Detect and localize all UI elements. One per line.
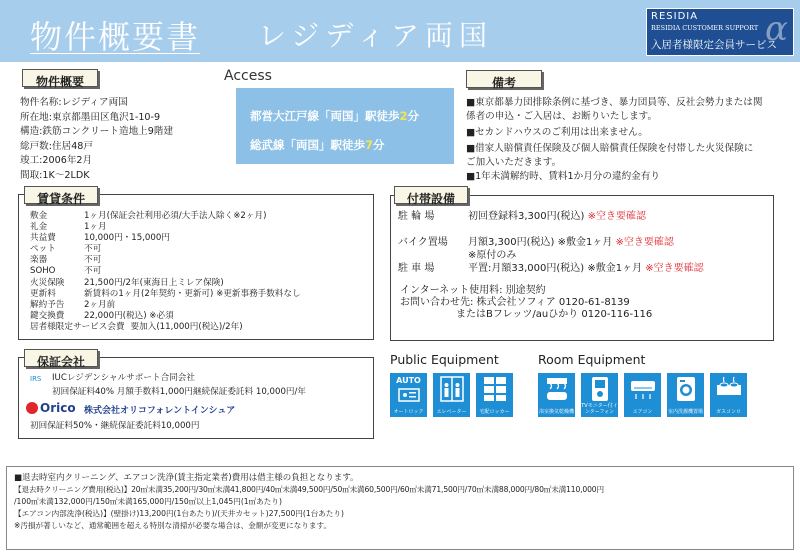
air-conditioner-icon bbox=[624, 373, 661, 417]
rental-value: 1ヶ月 bbox=[84, 222, 107, 233]
tv-intercom-icon bbox=[581, 373, 618, 417]
rental-key: 鍵交換費 bbox=[30, 310, 65, 321]
rental-key: ペット bbox=[30, 244, 56, 255]
brand-service-text: 入居者様限定会員サービス bbox=[651, 39, 777, 51]
internet-contact-alt: またはBフレッツ/auひかり 0120-116-116 bbox=[456, 309, 653, 320]
internet-contact: お問い合わせ先: 株式会社ソフィア 0120-61-8139 bbox=[400, 297, 630, 308]
rental-key: 居者様限定サービス会費 bbox=[30, 321, 125, 332]
overview-line: 間取:1K～2LDK bbox=[20, 169, 90, 181]
equipment-caption: オートロック bbox=[393, 409, 424, 415]
availability-note: ※空き要確認 bbox=[587, 211, 647, 222]
access-line-oedo bbox=[250, 108, 419, 124]
rental-value: 1ヶ月(保証会社利用必須/大手法人除く※2ヶ月) bbox=[84, 211, 267, 221]
elevator-icon bbox=[433, 373, 470, 417]
availability-note: ※空き要確認 bbox=[615, 237, 674, 248]
rental-value: 10,000円・15,000円 bbox=[84, 233, 170, 244]
rental-key: 敷金 bbox=[30, 211, 48, 221]
overview-label: 物件概要 bbox=[22, 69, 98, 87]
rental-key: 解約予告 bbox=[30, 299, 65, 310]
facility-parking-row bbox=[398, 262, 704, 275]
rental-key: 楽器 bbox=[30, 255, 48, 266]
orico-terms: 初回保証料50%・継続保証委託料10,000円 bbox=[30, 421, 200, 431]
facility-value: 平置:月額33,000円(税込) ※敷金1ヶ月 bbox=[468, 263, 643, 274]
equipment-caption: 室内洗濯機置場 bbox=[667, 409, 703, 415]
notes-label: 備考 bbox=[466, 70, 542, 88]
rental-key: SOHO bbox=[30, 266, 56, 277]
facility-key: 駐 車 場 bbox=[398, 263, 435, 274]
brand-name: RESIDIA bbox=[651, 11, 699, 22]
property-name-title: レジディア両国 bbox=[258, 19, 494, 52]
overview-line: 総戸数:住居48戸 bbox=[20, 140, 94, 152]
notes-list bbox=[466, 96, 763, 184]
guarantee-label: 保証会社 bbox=[24, 349, 98, 367]
notes-line: 係者の申込・ご入居は、お断りいたします。 bbox=[466, 111, 658, 122]
facilities-label: 付帯設備 bbox=[394, 186, 468, 204]
equipment-caption: ガスコンロ bbox=[715, 409, 741, 415]
equipment-caption: TVモニター付インターフォン bbox=[581, 403, 618, 415]
footer-line: 【退去時クリーニング費用(税込)】20㎡未満35,200円/30㎡未満41,800円/40㎡未満49,500円/50㎡未満60,500円/60㎡未満71,500円/70㎡未満88,000円/80㎡未満110,000円 bbox=[14, 485, 604, 494]
rental-value: 22,000円(税込) ※必須 bbox=[84, 310, 174, 321]
equipment-caption: エレベーター bbox=[436, 409, 467, 415]
rental-value: 21,500円/2年(東海日上ミレア保険) bbox=[84, 277, 224, 288]
overview-line: 竣工:2006年2月 bbox=[20, 155, 93, 166]
notes-line: ■1年未満解約時、賃料1か月分の違約金有り bbox=[466, 171, 660, 182]
facility-key: バイク置場 bbox=[398, 237, 448, 248]
notes-line: ご加入いただきます。 bbox=[466, 157, 562, 168]
bathroom-dryer-icon bbox=[538, 373, 575, 417]
brand-subtitle: RESIDIA CUSTOMER SUPPORT bbox=[651, 24, 759, 32]
iuc-logo: IRS bbox=[30, 375, 42, 383]
orico-company-name: 株式会社オリコフォレントインシュア bbox=[84, 406, 236, 416]
internet-fee: インターネット使用料: 別途契約 bbox=[400, 285, 546, 296]
facility-motorbike-row bbox=[398, 236, 674, 249]
rental-value: 不可 bbox=[84, 244, 102, 255]
overview-line: 構造:鉄筋コンクリート造地上9階建 bbox=[20, 126, 174, 137]
delivery-locker-icon bbox=[476, 373, 513, 417]
orico-logo-text: Orico bbox=[40, 401, 76, 415]
room-equipment-title: Room Equipment bbox=[538, 352, 646, 367]
access-box bbox=[236, 88, 454, 164]
rental-key: 礼金 bbox=[30, 222, 48, 233]
washer-space-icon bbox=[667, 373, 704, 417]
facility-value: 月額3,300円(税込) ※敷金1ヶ月 bbox=[468, 237, 613, 248]
notes-line: ■東京都暴力団排除条例に基づき、暴力団員等、反社会勢力または関 bbox=[466, 97, 763, 108]
access-oedo-minutes: 2 bbox=[399, 109, 408, 123]
footer-notes bbox=[14, 472, 604, 532]
rental-terms-table bbox=[30, 210, 301, 332]
access-oedo-text: 都営大江戸線「両国」駅徒歩 bbox=[250, 109, 400, 123]
availability-note: ※空き要確認 bbox=[645, 263, 704, 274]
rental-value: 2ヶ月前 bbox=[84, 299, 116, 310]
residia-brand-logo bbox=[646, 8, 794, 56]
overview-line: 物件名称:レジディア両国 bbox=[20, 97, 128, 108]
auto-lock-label: AUTO bbox=[396, 376, 421, 385]
facility-motorbike-sub: ※原付のみ bbox=[468, 250, 517, 261]
facility-value: 初回登録料3,300円(税込) bbox=[468, 211, 585, 222]
gas-stove-icon bbox=[710, 373, 747, 417]
equipment-caption: 浴室換気乾燥機 bbox=[538, 409, 574, 415]
access-title: Access bbox=[224, 68, 272, 84]
orico-logo-mark bbox=[26, 402, 38, 414]
footer-line: /100㎡未満132,000円/150㎡未満165,000円/150㎡以上1,045円(1㎡あたり) bbox=[14, 497, 282, 506]
access-sobu-unit: 分 bbox=[373, 138, 385, 152]
rental-terms-label: 賃貸条件 bbox=[24, 186, 98, 204]
rental-value: 不可 bbox=[84, 266, 102, 277]
equipment-caption: 宅配ロッカー bbox=[479, 409, 510, 415]
rental-value: 新賃料の1ヶ月(2年契約・更新可) ※更新事務手数料なし bbox=[84, 288, 301, 299]
document-title: 物件概要書 bbox=[30, 18, 201, 56]
brand-alpha-mark: α bbox=[765, 9, 788, 49]
public-equipment-title: Public Equipment bbox=[390, 352, 499, 367]
rental-value: 不可 bbox=[84, 255, 102, 266]
overview-line: 所在地:東京都墨田区亀沢1-10-9 bbox=[20, 111, 161, 123]
equipment-caption: エアコン bbox=[632, 409, 653, 415]
facility-key: 駐 輪 場 bbox=[398, 211, 435, 222]
access-line-sobu bbox=[250, 137, 385, 153]
iuc-terms: 初回保証料40% 月額手数料1,000円継続保証委託料 10,000円/年 bbox=[52, 387, 307, 397]
access-oedo-unit: 分 bbox=[407, 109, 420, 123]
footer-line: 【エアコン内部洗浄(税込)】(壁掛け)13,200円(1台あたり)/(天井カセット)27,500円(1台あたり) bbox=[14, 509, 345, 518]
rental-key: 火災保険 bbox=[30, 277, 65, 288]
rental-value: 要加入(11,000円(税込)/2年) bbox=[130, 321, 243, 332]
access-sobu-minutes: 7 bbox=[365, 138, 374, 152]
overview-list bbox=[20, 96, 173, 183]
footer-line: ■退去時室内クリーニング、エアコン洗浄(賃主指定業者)費用は借主様の負担となります。 bbox=[14, 473, 359, 483]
auto-lock-icon bbox=[390, 373, 427, 417]
footer-line: ※汚損が著しいなど、通常範囲を超える特別な清掃が必要な場合は、金額が変更になります。 bbox=[14, 521, 332, 530]
access-sobu-text: 総武線「両国」駅徒歩 bbox=[250, 138, 365, 152]
rental-key: 更新料 bbox=[30, 288, 56, 299]
iuc-company-name: IUCレジデンシャルサポート合同会社 bbox=[52, 373, 195, 383]
notes-line: ■セカンドハウスのご利用は出来ません。 bbox=[466, 127, 648, 138]
rental-key: 共益費 bbox=[30, 233, 56, 244]
facility-bicycle-row bbox=[398, 210, 646, 223]
notes-line: ■借家人賠償責任保険及び個人賠償責任保険を付帯した火災保険に bbox=[466, 143, 754, 154]
